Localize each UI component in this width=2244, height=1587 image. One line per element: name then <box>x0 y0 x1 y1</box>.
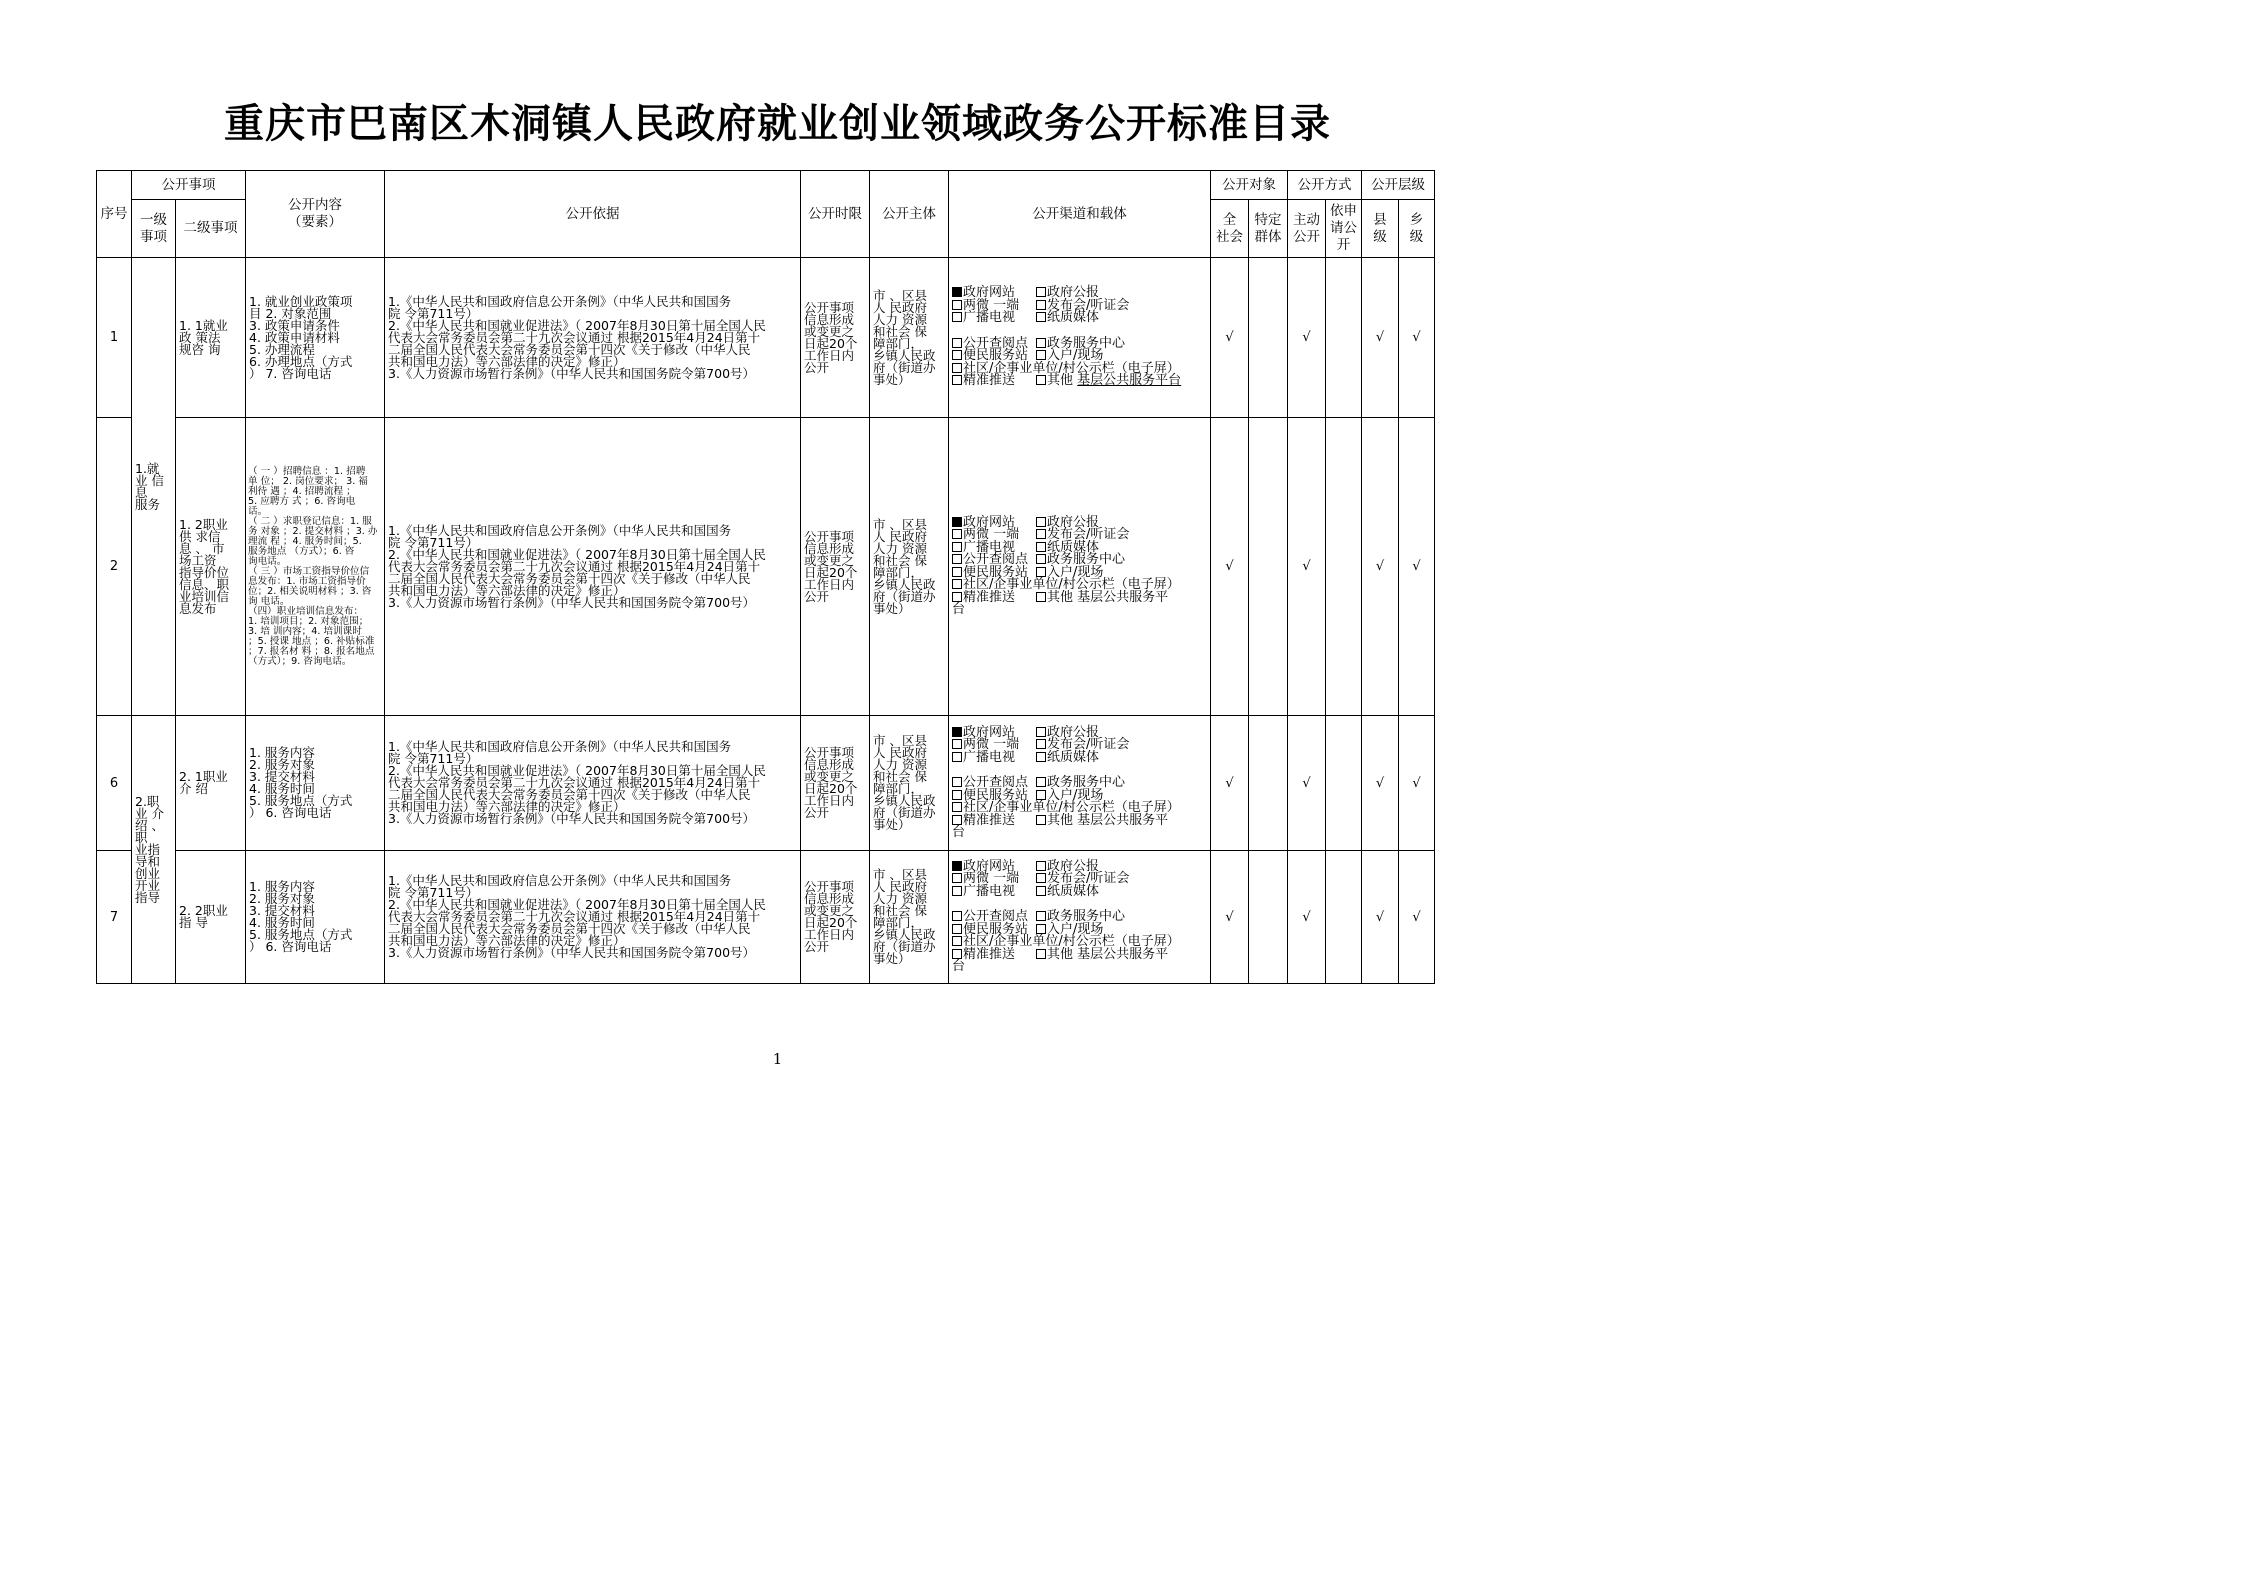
header-basis: 公开依据 <box>385 171 801 258</box>
header-target-all: 全 社会 <box>1211 200 1249 258</box>
check-active: √ <box>1288 716 1326 851</box>
checkbox-icon <box>1036 873 1046 883</box>
checkbox-icon <box>952 949 962 959</box>
checkbox-icon <box>952 739 962 749</box>
check-county: √ <box>1362 418 1399 716</box>
page-number: 1 <box>772 1050 783 1068</box>
check-group <box>1249 716 1288 851</box>
row-time-limit: 公开事项 信息形成 或变更之 日起20个 工作日内 公开 <box>801 258 870 418</box>
row-time-limit: 公开事项 信息形成 或变更之 日起20个 工作日内 公开 <box>801 716 870 851</box>
row-subject: 市 、区县 人 民政府 人力 资源 和社会 保 障部门， 乡镇人民政 府（街道办 事处） <box>870 418 949 716</box>
check-apply <box>1326 716 1362 851</box>
checkbox-icon <box>1036 554 1046 564</box>
row-basis: 1.《中华人民共和国政府信息公开条例》（中华人民共和国国务 院 令第711号） 2.《中华人民共和国就业促进法》（ 2007年8月30日第十届全国人民 代表大会常务委员会第二十九次会议通过 根据2015年4月24日第十 二届全国人民代表大会常务委员会第十四次《关于修改（中华人民 共和国电力法）等六部法律的决定》修正） 3.《人力资源市场暂行条例》（中华人民共和国国务院令第700号） <box>385 418 801 716</box>
header-level1: 一级 事项 <box>132 200 176 258</box>
check-active: √ <box>1288 418 1326 716</box>
checkbox-icon <box>952 579 962 589</box>
row-channels: 政府网站 政府公报 两微 一端 发布会/听证会 广播电视 纸质媒体 公开查阅点 政务服务中心 便民服务站 入户/现场 社区/企事业单位/村公示栏（电子屏） 精准推送 其他 基层公共服务平 台 <box>949 418 1211 716</box>
checkbox-icon <box>1036 861 1046 871</box>
checkbox-icon <box>1036 338 1046 348</box>
header-content: 公开内容 （要素） <box>246 171 385 258</box>
checkbox-icon <box>1036 529 1046 539</box>
check-active: √ <box>1288 258 1326 418</box>
check-group <box>1249 851 1288 984</box>
row-seq: 7 <box>97 851 132 984</box>
check-apply <box>1326 258 1362 418</box>
checkbox-icon <box>1036 312 1046 322</box>
checkbox-icon <box>1036 739 1046 749</box>
checkbox-icon <box>952 542 962 552</box>
checkbox-icon <box>952 363 962 373</box>
check-county: √ <box>1362 258 1399 418</box>
header-level: 公开层级 <box>1362 171 1435 200</box>
row-content: 1. 服务内容 2. 服务对象 3. 提交材料 4. 服务时间 5. 服务地点（方式 ） 6. 咨询电话 <box>246 851 385 984</box>
check-active: √ <box>1288 851 1326 984</box>
checkbox-icon <box>1036 911 1046 921</box>
row-channels: 政府网站 政府公报 两微 一端 发布会/听证会 广播电视 纸质媒体 公开查阅点 政务服务中心 便民服务站 入户/现场 社区/企事业单位/村公示栏（电子屏） 精准推送 其他 基层公共服务平 台 <box>949 716 1211 851</box>
header-level-town: 乡 级 <box>1399 200 1435 258</box>
check-town: √ <box>1399 716 1435 851</box>
row-subject: 市 、区县 人 民政府 人力 资源 和社会 保 障部门， 乡镇人民政 府（街道办 事处） <box>870 258 949 418</box>
table-row <box>97 851 1435 984</box>
check-town: √ <box>1399 418 1435 716</box>
checkbox-icon <box>1036 949 1046 959</box>
checkbox-icon <box>952 924 962 934</box>
row-level2: 1. 1就业 政 策法 规咨 询 <box>176 258 246 418</box>
disclosure-catalog-table <box>96 170 1435 984</box>
check-all: √ <box>1211 716 1249 851</box>
checkbox-icon <box>952 777 962 787</box>
header-method-apply: 依申 请公 开 <box>1326 200 1362 258</box>
check-all: √ <box>1211 418 1249 716</box>
row-seq: 6 <box>97 716 132 851</box>
row-level1: 1.就 业 信 息 服务 <box>132 258 176 716</box>
row-content: （ 一 ）招聘信息 ：1. 招聘 单 位； 2. 岗位要求； 3. 福 利待 遇 ；4. 招聘流程 ； 5. 应聘方 式 ；6. 咨询电 话。 （ 二 ）求职登记信息：1. 服 务 对象 ；2. 提交材料 ；3. 办 理流 程 ；4. 服务时间；5. 服务地点 （方式）；6. 咨 询电话。 （ 三 ）市场工资指导价位信 息发布：1. 市场工资指导价 位；2. 相关说明材料 ；3. 咨 询 电话。 （四）职业培训信息发布： 1. 培训项目；2. 对象范围； 3. 培 训内容；4. 培训课时 ；5. 授课 地点 ；6. 补贴标准 ；7. 报名材 料 ；8. 报名地点 （方式）；9. 咨询电话。 <box>246 418 385 716</box>
checkbox-icon <box>1036 790 1046 800</box>
check-town: √ <box>1399 258 1435 418</box>
checkbox-icon <box>1036 542 1046 552</box>
checkbox-icon <box>1036 375 1046 385</box>
row-basis: 1.《中华人民共和国政府信息公开条例》（中华人民共和国国务 院 令第711号） 2.《中华人民共和国就业促进法》（ 2007年8月30日第十届全国人民 代表大会常务委员会第二十九次会议通过 根据2015年4月24日第十 二届全国人民代表大会常务委员会第十四次《关于修改（中华人民 共和国电力法）等六部法律的决定》修正） 3.《人力资源市场暂行条例》（中华人民共和国国务院令第700号） <box>385 851 801 984</box>
checkbox-icon <box>1036 924 1046 934</box>
header-target: 公开对象 <box>1211 171 1288 200</box>
checkbox-checked-icon <box>952 287 962 297</box>
header-time-limit: 公开时限 <box>801 171 870 258</box>
checkbox-icon <box>952 592 962 602</box>
row-level2: 1. 2职业 供 求信 息 、 市 场工资 指导价位 信息、职 业培训信 息发布 <box>176 418 246 716</box>
header-items: 公开事项 <box>132 171 246 200</box>
checkbox-icon <box>952 911 962 921</box>
header-level-county: 县 级 <box>1362 200 1399 258</box>
check-all: √ <box>1211 851 1249 984</box>
checkbox-icon <box>952 312 962 322</box>
header-seq: 序号 <box>97 171 132 258</box>
checkbox-icon <box>1036 727 1046 737</box>
checkbox-icon <box>952 350 962 360</box>
check-group <box>1249 258 1288 418</box>
checkbox-icon <box>1036 815 1046 825</box>
check-apply <box>1326 418 1362 716</box>
checkbox-icon <box>952 752 962 762</box>
checkbox-icon <box>1036 752 1046 762</box>
checkbox-checked-icon <box>952 861 962 871</box>
checkbox-icon <box>952 300 962 310</box>
row-level2: 2. 1职业 介 绍 <box>176 716 246 851</box>
row-basis: 1.《中华人民共和国政府信息公开条例》（中华人民共和国国务 院 令第711号） 2.《中华人民共和国就业促进法》（ 2007年8月30日第十届全国人民 代表大会常务委员会第二十九次会议通过 根据2015年4月24日第十 二届全国人民代表大会常务委员会第十四次《关于修改（中华人民 共和国电力法）等六部法律的决定》修正） 3.《人力资源市场暂行条例》（中华人民共和国国务院令第700号） <box>385 716 801 851</box>
table-row <box>97 716 1435 851</box>
checkbox-icon <box>952 554 962 564</box>
check-town: √ <box>1399 851 1435 984</box>
checkbox-checked-icon <box>952 517 962 527</box>
page-title: 重庆市巴南区木洞镇人民政府就业创业领域政务公开标准目录 <box>224 100 1331 147</box>
row-basis: 1.《中华人民共和国政府信息公开条例》（中华人民共和国国务 院 令第711号） 2.《中华人民共和国就业促进法》（ 2007年8月30日第十届全国人民 代表大会常务委员会第二十九次会议通过 根据2015年4月24日第十 二届全国人民代表大会常务委员会第十四次《关于修改（中华人民 共和国电力法）等六部法律的决定》修正） 3.《人力资源市场暂行条例》（中华人民共和国国务院令第700号） <box>385 258 801 418</box>
header-method: 公开方式 <box>1288 171 1362 200</box>
checkbox-icon <box>952 529 962 539</box>
header-target-group: 特定 群体 <box>1249 200 1288 258</box>
row-level2: 2. 2职业 指 导 <box>176 851 246 984</box>
row-seq: 1 <box>97 258 132 418</box>
checkbox-icon <box>952 338 962 348</box>
checkbox-icon <box>952 936 962 946</box>
checkbox-icon <box>1036 777 1046 787</box>
checkbox-icon <box>1036 517 1046 527</box>
header-channel: 公开渠道和载体 <box>949 171 1211 258</box>
checkbox-icon <box>1036 886 1046 896</box>
checkbox-icon <box>952 790 962 800</box>
checkbox-icon <box>1036 567 1046 577</box>
row-subject: 市 、区县 人 民政府 人力 资源 和社会 保 障部门， 乡镇人民政 府（街道办 事处） <box>870 716 949 851</box>
row-channels: 政府网站 政府公报 两微 一端 发布会/听证会 广播电视 纸质媒体 公开查阅点 政务服务中心 便民服务站 入户/现场 社区/企事业单位/村公示栏（电子屏） 精准推送 其他 基层公共服务平 台 <box>949 851 1211 984</box>
row-content: 1. 服务内容 2. 服务对象 3. 提交材料 4. 服务时间 5. 服务地点（方式 ） 6. 咨询电话 <box>246 716 385 851</box>
header-subject: 公开主体 <box>870 171 949 258</box>
checkbox-checked-icon <box>952 727 962 737</box>
checkbox-icon <box>952 815 962 825</box>
check-county: √ <box>1362 716 1399 851</box>
row-content: 1. 就业创业政策项 目 2. 对象范围 3. 政策申请条件 4. 政策申请材料 5. 办理流程 6. 办理地点（方式 ） 7. 咨询电话 <box>246 258 385 418</box>
checkbox-icon <box>1036 350 1046 360</box>
checkbox-icon <box>952 567 962 577</box>
row-subject: 市 、区县 人 民政府 人力 资源 和社会 保 障部门， 乡镇人民政 府（街道办 事处） <box>870 851 949 984</box>
checkbox-icon <box>1036 300 1046 310</box>
checkbox-icon <box>1036 287 1046 297</box>
check-all: √ <box>1211 258 1249 418</box>
header-method-active: 主动 公开 <box>1288 200 1326 258</box>
row-channels: 政府网站 政府公报 两微 一端 发布会/听证会 广播电视 纸质媒体 公开查阅点 政务服务中心 便民服务站 入户/现场 社区/企事业单位/村公示栏（电子屏） 精准推送 其他 基层公共服务平台 <box>949 258 1211 418</box>
check-county: √ <box>1362 851 1399 984</box>
header-level2: 二级事项 <box>176 200 246 258</box>
checkbox-icon <box>952 873 962 883</box>
checkbox-icon <box>952 802 962 812</box>
table-row <box>97 418 1435 716</box>
checkbox-icon <box>952 375 962 385</box>
row-time-limit: 公开事项 信息形成 或变更之 日起20个 工作日内 公开 <box>801 851 870 984</box>
checkbox-icon <box>1036 592 1046 602</box>
row-time-limit: 公开事项 信息形成 或变更之 日起20个 工作日内 公开 <box>801 418 870 716</box>
check-apply <box>1326 851 1362 984</box>
check-group <box>1249 418 1288 716</box>
checkbox-icon <box>952 886 962 896</box>
table-row <box>97 258 1435 418</box>
row-level1: 2.职 业 介 绍 、职 业指 导和 创业 开业 指导 <box>132 716 176 984</box>
row-seq: 2 <box>97 418 132 716</box>
